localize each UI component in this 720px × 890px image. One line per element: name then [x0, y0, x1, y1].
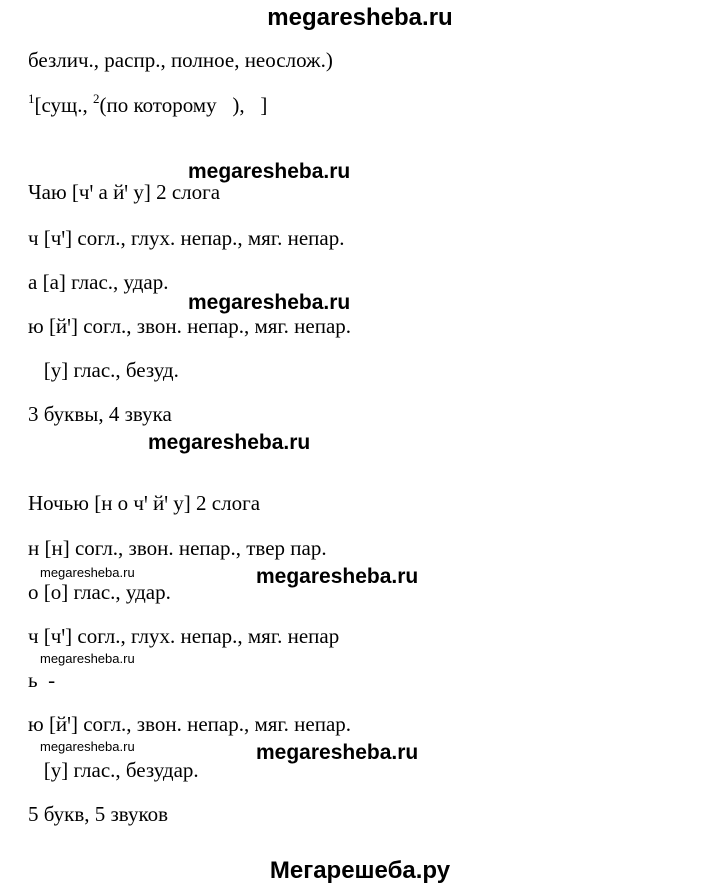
- phonetic-line: [у] глас., безуд.: [28, 358, 179, 382]
- watermark-small: megaresheba.ru: [40, 739, 135, 754]
- text-line-scheme: [28, 91, 268, 117]
- watermark: megaresheba.ru: [256, 741, 419, 764]
- watermark: megaresheba.ru: [148, 431, 311, 454]
- watermark: megaresheba.ru: [188, 160, 351, 183]
- phonetic-line: н [н] согл., звон. непар., твер пар.: [28, 536, 327, 560]
- superscript: 2: [92, 91, 100, 106]
- watermark: megaresheba.ru: [256, 565, 419, 588]
- phonetic-line: ю [йꞌ] согл., звон. непар., мяг. непар.: [28, 712, 352, 736]
- phonetic-line: ч [чꞌ] согл., глух. непар., мяг. непар.: [28, 226, 345, 250]
- summary-line: 3 буквы, 4 звука: [28, 402, 172, 426]
- word-heading: Чаю [чꞌ а йꞌ у] 2 слога: [28, 180, 221, 204]
- scheme-part: [сущ.,: [34, 93, 93, 117]
- phonetic-line: ю [йꞌ] согл., звон. непар., мяг. непар.: [28, 314, 352, 338]
- phonetic-line: а [а] глас., удар.: [28, 270, 169, 294]
- watermark: megaresheba.ru: [188, 291, 351, 314]
- text-line: безлич., распр., полное, неослож.): [28, 48, 333, 72]
- word-heading: Ночью [н о чꞌ йꞌ у] 2 слога: [28, 491, 261, 515]
- header-site-name: megaresheba.ru: [267, 4, 453, 31]
- phonetic-line: о [о] глас., удар.: [28, 580, 171, 604]
- phonetic-line: ч [чꞌ] согл., глух. непар., мяг. непар: [28, 624, 340, 648]
- phonetic-line: [у] глас., безудар.: [28, 758, 199, 782]
- watermark-small: megaresheba.ru: [40, 651, 135, 666]
- watermark-small: megaresheba.ru: [40, 565, 135, 580]
- summary-line: 5 букв, 5 звуков: [28, 802, 169, 826]
- footer-site-name: Мегарешеба.ру: [269, 857, 451, 884]
- scheme-part: (по которому ), ]: [99, 93, 268, 117]
- superscript: 1: [28, 91, 35, 106]
- phonetic-line: ь -: [28, 668, 56, 692]
